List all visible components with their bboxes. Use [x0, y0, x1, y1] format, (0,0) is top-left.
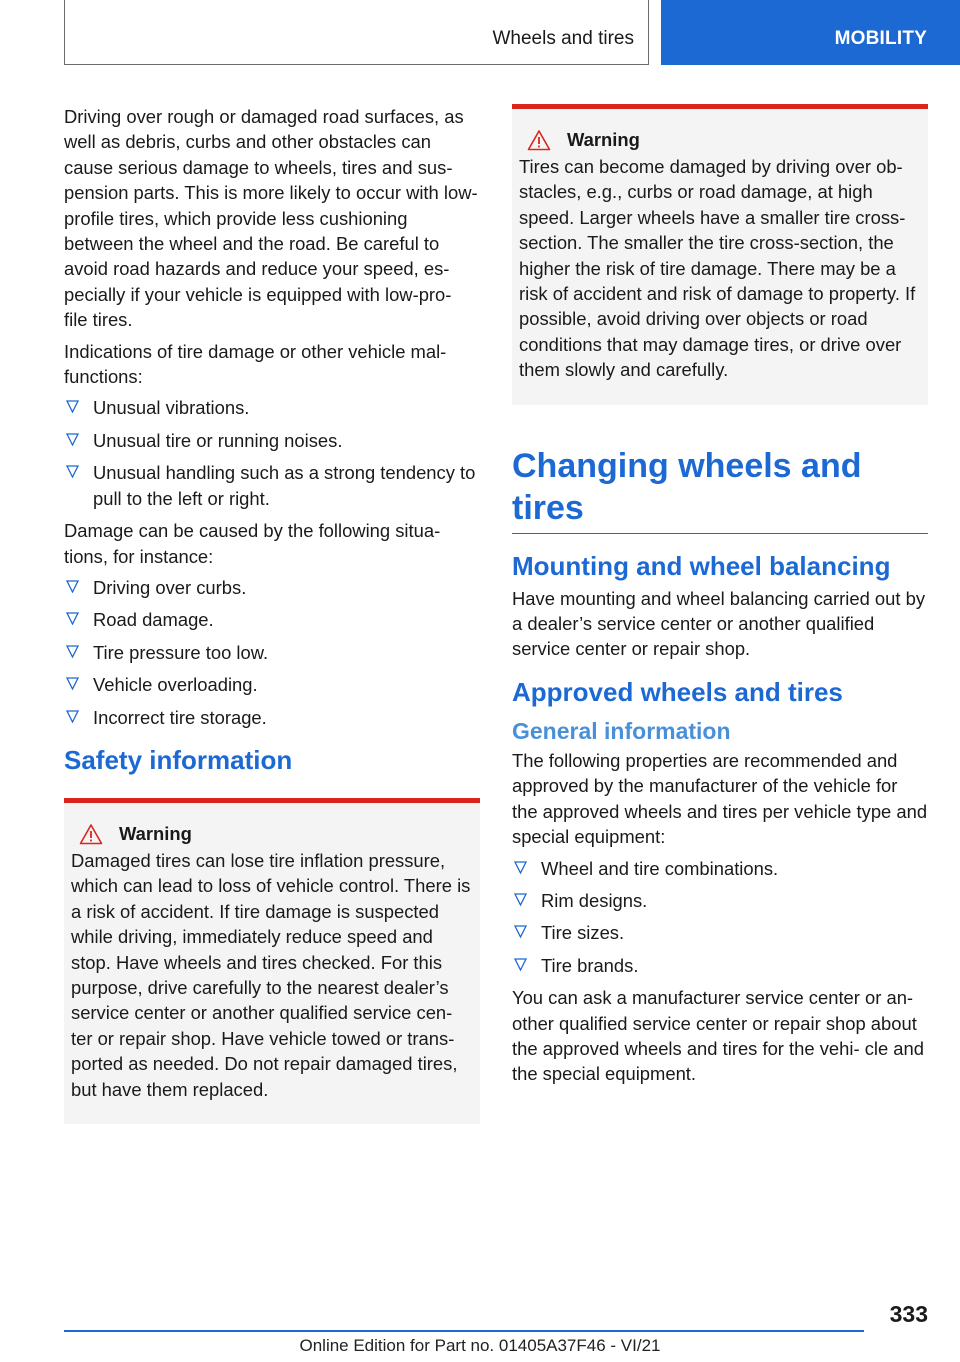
causes-intro: Damage can be caused by the following situa- tions, for instance: — [64, 520, 441, 567]
triangle-bullet-icon — [66, 433, 79, 446]
triangle-bullet-icon — [66, 580, 79, 593]
header-chapter-tab — [661, 0, 960, 65]
warning-title: Warning — [567, 129, 640, 150]
list-item: Vehicle overloading. — [64, 672, 480, 697]
left-column — [64, 104, 480, 1124]
triangle-bullet-icon — [514, 958, 527, 971]
list-item: Driving over curbs. — [64, 575, 480, 600]
list-item: Road damage. — [64, 607, 480, 632]
changing-wheels-heading: Changing wheels and tires — [512, 445, 928, 534]
properties-list — [512, 856, 928, 979]
approved-wheels-heading: Approved wheels and tires — [512, 676, 843, 707]
triangle-bullet-icon — [66, 645, 79, 658]
list-item: Unusual tire or running noises. — [64, 428, 480, 453]
right-column — [512, 104, 928, 1093]
list-item: Tire sizes. — [512, 920, 928, 945]
footer-divider — [64, 1330, 864, 1332]
mounting-paragraph: Have mounting and wheel balancing carried out by a dealer’s service center or another qualified service center or repair shop. — [512, 587, 926, 660]
mounting-heading: Mounting and wheel balancing — [512, 550, 891, 581]
triangle-bullet-icon — [66, 400, 79, 413]
safety-information-heading: Safety information — [64, 744, 293, 775]
general-paragraph: The following properties are recommended and approved by the manufacturer of the vehicle for the approved wheels and tires per vehicle type and special equipment: — [512, 749, 928, 848]
triangle-bullet-icon — [514, 925, 527, 938]
triangle-bullet-icon — [66, 677, 79, 690]
warning-title: Warning — [119, 822, 192, 844]
list-item: Wheel and tire combinations. — [512, 856, 928, 881]
warning-box-obstacles — [512, 104, 928, 405]
list-item: Unusual handling such as a strong tendency to pull to the left or right. — [64, 460, 480, 511]
warning-triangle-icon — [79, 823, 103, 845]
chapter-title: MOBILITY — [834, 28, 927, 49]
causes-list — [64, 575, 480, 730]
triangle-bullet-icon — [514, 861, 527, 874]
indications-list — [64, 395, 480, 511]
list-item: Incorrect tire storage. — [64, 705, 480, 730]
triangle-bullet-icon — [66, 710, 79, 723]
header-section-tab — [64, 0, 649, 65]
warning-text: Tires can become damaged by driving over ob- stacles, e.g., curbs or road damage, at high speed. Larger wheels have a smaller tire cross- section. The smaller the tire cross-section, the higher the risk of tire damage. There may be a risk of accident and risk of damage to property. If possible, avoid driving over objects or road conditions that may damage tires, or drive over them slowly and carefully. — [519, 156, 916, 381]
general-information-heading: General information — [512, 717, 731, 744]
triangle-bullet-icon — [66, 465, 79, 478]
indications-intro: Indications of tire damage or other vehicle mal- functions: — [64, 340, 447, 388]
intro-paragraph: Driving over rough or damaged road surfaces, as well as debris, curbs and other obstacles can cause serious damage to wheels, tires and sus- pension parts. This is more likely to occur with low-profile tires, which provide less cushioning between the wheel and the road. Be careful to avoid road hazards and reduce your speed, es- pecially if your vehicle is equipped with low-pro- file tires. — [64, 106, 478, 331]
warning-triangle-icon — [527, 129, 551, 151]
page-number: 333 — [889, 1301, 928, 1327]
warning-box-damaged-tires — [64, 798, 480, 1124]
triangle-bullet-icon — [66, 612, 79, 625]
edition-footer: Online Edition for Part no. 01405A37F46 - VI/21 — [299, 1336, 661, 1355]
list-item: Tire brands. — [512, 953, 928, 978]
list-item: Rim designs. — [512, 888, 928, 913]
triangle-bullet-icon — [514, 893, 527, 906]
list-item: Tire pressure too low. — [64, 640, 480, 665]
warning-text: Damaged tires can lose tire inflation pressure, which can lead to loss of vehicle control. There is a risk of accident. If tire damage is suspected while driving, immediately reduce speed and stop. Have wheels and tires checked. For this purpose, drive carefully to the nearest dealer’s service center or another qualified service cen- ter or repair shop. Have vehicle towed or trans- ported as needed. Do not repair damaged tires, but have them replaced. — [71, 849, 471, 1100]
section-title: Wheels and tires — [492, 28, 634, 49]
list-item: Unusual vibrations. — [64, 395, 480, 420]
closing-paragraph: You can ask a manufacturer service center or an- other qualified service center or repair shop about the approved wheels and tires for the vehi- cle and the special equipment. — [512, 987, 924, 1085]
